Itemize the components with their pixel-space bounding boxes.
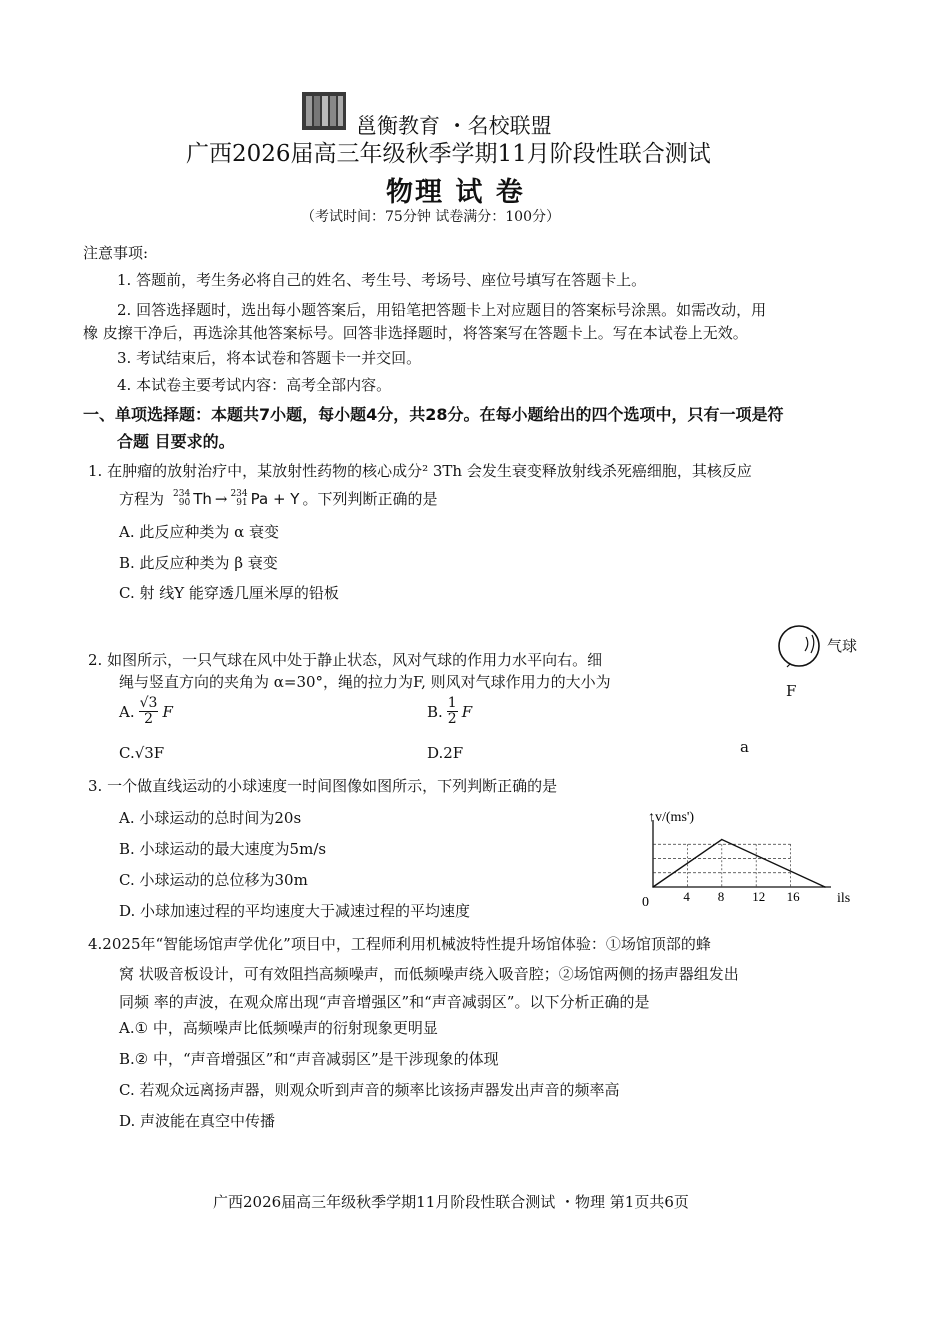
notice-heading: 注意事项: <box>83 244 149 262</box>
books-logo-icon <box>300 90 348 132</box>
chart-xlabel: ils <box>837 891 851 906</box>
q1-equation-line <box>119 488 438 509</box>
velocity-time-chart <box>635 800 860 915</box>
brand-name: 邕衡教育 ・名校联盟 <box>356 114 552 138</box>
notice-item: 3. 考试结束后，将本试卷和答题卡一并交回。 <box>117 349 422 367</box>
q2-stem: 2. 如图所示，一只气球在风中处于静止状态，风对气球的作用力水平向右。细 <box>88 651 603 669</box>
balloon-highlight <box>805 637 808 651</box>
subject-title: 物理 试 卷 <box>386 177 525 208</box>
section-heading-cont: 合题 目要求的。 <box>117 432 235 451</box>
data-point <box>652 886 654 888</box>
fraction-denominator: 2 <box>447 711 457 727</box>
q1-stem-suffix: 。下列判断正确的是 <box>302 490 438 508</box>
q4-option-c: C. 若观众远离扬声器，则观众听到声音的频率比该扬声器发出声音的频率高 <box>119 1081 620 1099</box>
balloon-label: 气球 <box>827 637 858 655</box>
notice-item: 橡 皮擦干净后，再选涂其他答案标号。回答非选择题时，将答案写在答题卡上。写在本试卷上无效。 <box>83 324 748 342</box>
q2-option-d: D.2F <box>427 744 464 762</box>
balloon-highlight <box>811 635 814 653</box>
x-tick-label: 8 <box>717 889 725 904</box>
pa-mass-number: 234 <box>230 488 248 499</box>
q4-option-b: B.② 中，“声音增强区”和“声音减弱区”是干涉现象的体现 <box>119 1050 499 1068</box>
q1-option-b: B. 此反应种类为 β 衰变 <box>119 554 278 572</box>
nuclide-scripts <box>230 490 247 508</box>
q1-stem-prefix: 方程为 <box>119 490 165 508</box>
fraction-numerator: 1 <box>447 695 457 711</box>
th-symbol: Th <box>193 489 212 508</box>
x-tick-label: 4 <box>683 889 690 904</box>
data-point <box>824 886 826 888</box>
string-line <box>787 664 790 667</box>
th-mass-number: 234 <box>173 488 191 499</box>
x-tick-label: 12 <box>752 889 766 904</box>
data-point <box>721 839 723 841</box>
chart-origin-label: 0 <box>642 895 649 910</box>
q2-stem-cont: 绳与竖直方向的夹角为 α=30°，绳的拉力为F, 则风对气球作用力的大小为 <box>119 673 611 691</box>
q2-option-b <box>427 696 472 727</box>
page-footer: 广西2026届高三年级秋季学期11月阶段性联合测试 ・物理 第1页共6页 <box>213 1193 689 1211</box>
q4-option-d: D. 声波能在真空中传播 <box>119 1112 276 1130</box>
q2-option-a-label: A. <box>119 702 135 721</box>
nuclide-scripts <box>173 490 190 508</box>
q3-option-a: A. 小球运动的总时间为20s <box>119 809 302 827</box>
force-label: F <box>786 682 797 700</box>
q2-option-b-label: B. <box>427 702 443 721</box>
q1-option-c: C. 射 线Y 能穿透几厘米厚的铅板 <box>119 584 339 602</box>
section-heading: 一、单项选择题：本题共7小题，每小题4分，共28分。在每小题给出的四个选项中，只有一项是符 <box>83 405 784 424</box>
fraction-numerator: √3 <box>139 695 158 711</box>
th-atomic-number: 90 <box>178 497 191 508</box>
q4-option-a: A.① 中，高频噪声比低频噪声的衍射现象更明显 <box>119 1019 438 1037</box>
q2-option-a <box>119 696 173 727</box>
q1-option-a: A. 此反应种类为 α 衰变 <box>119 523 280 541</box>
q4-stem-cont: 窝 状吸音板设计，可有效阻挡高频噪声，而低频噪声绕入吸音腔；②场馆两侧的扬声器组发出 <box>119 965 739 983</box>
q4-stem-cont: 同频 率的声波，在观众席出现“声音增强区”和“声音减弱区”。以下分析正确的是 <box>119 993 650 1011</box>
fraction-denominator: 2 <box>144 711 153 727</box>
q3-option-c: C. 小球运动的总位移为30m <box>119 871 308 889</box>
pa-symbol: Pa + Y <box>250 489 300 508</box>
chart-ylabel: ↑v/(ms') <box>648 810 695 825</box>
q3-option-d: D. 小球加速过程的平均速度大于减速过程的平均速度 <box>119 902 471 920</box>
notice-item: 4. 本试卷主要考试内容：高考全部内容。 <box>117 376 392 394</box>
series-line <box>653 840 825 888</box>
notice-item: 2. 回答选择题时，选出每小题答案后，用铅笔把答题卡上对应题目的答案标号涂黑。如需改动，用 <box>117 301 767 319</box>
variable-f: F <box>461 702 473 721</box>
x-tick-label: 16 <box>786 889 800 904</box>
q4-stem: 4.2025年“智能场馆声学优化”项目中，工程师利用机械波特性提升场馆体验：①场馆顶部的蜂 <box>88 935 711 953</box>
variable-f: F <box>162 702 173 721</box>
q3-option-b: B. 小球运动的最大速度为5m/s <box>119 840 327 858</box>
angle-label: a <box>740 738 749 756</box>
pa-atomic-number: 91 <box>236 497 248 508</box>
q2-option-c: C.√3F <box>119 744 165 762</box>
q1-stem: 1. 在肿瘤的放射治疗中，某放射性药物的核心成分² 3Th 会发生衰变释放射线杀死癌细胞，其核反应 <box>88 462 752 480</box>
q3-stem: 3. 一个做直线运动的小球速度一时间图像如图所示，下列判断正确的是 <box>88 777 558 795</box>
reaction-arrow: → <box>214 489 228 508</box>
fraction <box>447 696 458 727</box>
notice-item: 1. 答题前，考生务必将自己的姓名、考生号、考场号、座位号填写在答题卡上。 <box>117 271 647 289</box>
fraction <box>139 696 159 727</box>
exam-info: （考试时间：75分钟 试卷满分：100分） <box>301 209 560 225</box>
exam-title: 广西2026届高三年级秋季学期11月阶段性联合测试 <box>186 141 711 167</box>
